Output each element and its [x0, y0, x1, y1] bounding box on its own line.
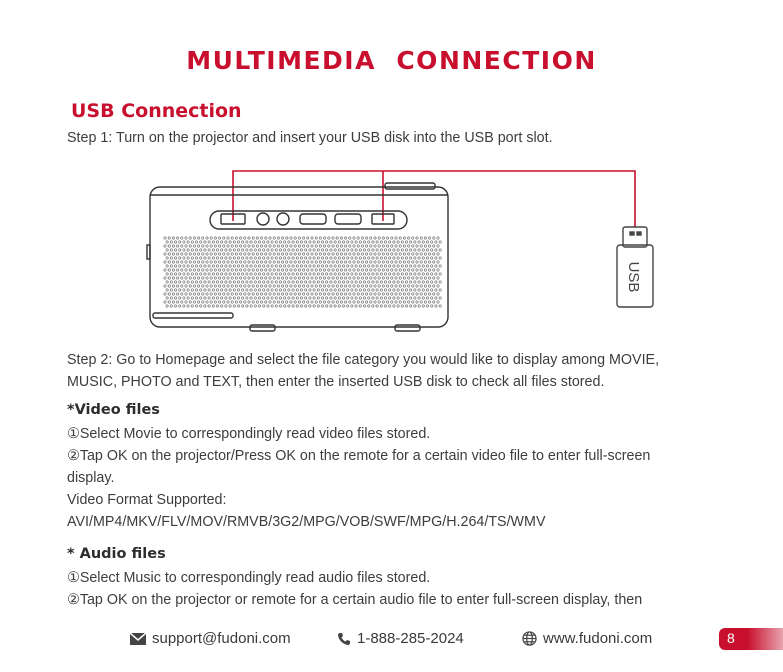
connection-line [233, 171, 635, 227]
page-number-tab [719, 628, 783, 650]
step1-text: Step 1: Turn on the projector and insert your USB disk into the USB port slot. [67, 130, 553, 146]
phone-text: 1-888-285-2024 [357, 630, 464, 647]
email-text: support@fudoni.com [152, 630, 291, 647]
step2-line2: MUSIC, PHOTO and TEXT, then enter the inserted USB disk to check all files stored. [67, 374, 605, 390]
video-line3: display. [67, 470, 115, 486]
speaker-dots [164, 237, 441, 307]
page-number: 8 [727, 630, 735, 646]
step2-line1: Step 2: Go to Homepage and select the file category you would like to display among MOVIE, [67, 352, 660, 368]
audio-line2: ②Tap OK on the projector or remote for a certain audio file to enter full-screen display, then [67, 592, 643, 608]
phone-icon [337, 632, 351, 646]
projector-usb-diagram [145, 165, 665, 335]
audio-heading: * Audio files [67, 546, 166, 562]
globe-icon [522, 631, 537, 646]
mail-icon [130, 633, 146, 645]
footer-email[interactable] [130, 630, 291, 647]
video-line4: Video Format Supported: [67, 492, 227, 508]
video-heading: *Video files [67, 402, 160, 418]
footer-website[interactable] [522, 630, 652, 647]
section-title: USB Connection [71, 100, 242, 122]
page-title: MULTIMEDIA CONNECTION [186, 46, 597, 75]
video-formats: AVI/MP4/MKV/FLV/MOV/RMVB/3G2/MPG/VOB/SWF/MPG/H.264/TS/WMV [67, 514, 546, 530]
video-line2: ②Tap OK on the projector/Press OK on the remote for a certain video file to enter full-screen [67, 448, 651, 464]
audio-line1: ①Select Music to correspondingly read audio files stored. [67, 570, 431, 586]
usb-stick-label: USB [625, 261, 642, 293]
website-text: www.fudoni.com [543, 630, 653, 647]
video-line1: ①Select Movie to correspondingly read video files stored. [67, 426, 431, 442]
footer-phone[interactable] [337, 630, 464, 647]
